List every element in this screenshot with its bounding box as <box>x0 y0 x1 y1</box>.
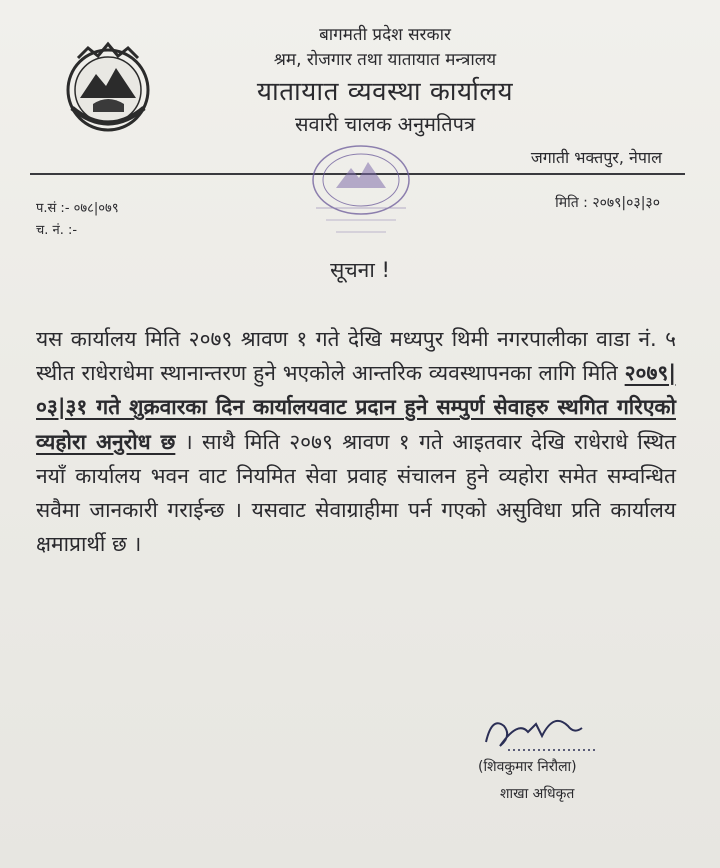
signatory-name: (शिवकुमार निरौला) <box>478 759 577 775</box>
letter-date: मिति : २०७९|०३|३० <box>555 195 660 211</box>
notice-body <box>36 322 676 561</box>
ministry-name: श्रम, रोजगार तथा यातायात मन्त्रालय <box>273 50 497 70</box>
body-part-1: यस कार्यालय मिति २०७९ श्रावण १ गते देखि मध्यपुर थिमी नगरपालीका वाडा नं. ५ स्थीत राधेराधेमा स्थानान्तरण हुने भएकोले आन्तरिक व्यवस्थापनका लागि मिति <box>36 327 676 386</box>
government-emblem <box>58 38 158 138</box>
office-location: जगाती भक्तपुर, नेपाल <box>530 148 662 167</box>
office-name: यातायात व्यवस्था कार्यालय <box>256 77 514 107</box>
handwritten-signature <box>478 706 608 756</box>
body-part-2: । साथै मिति २०७९ श्रावण १ गते आइतवार देखि राधेराधे स्थित नयाँ कार्यालय भवन वाट नियमित सेवा प्रवाह संचालन हुने व्यहोरा समेत सम्वन्धित सवैमा जानकारी गराईन्छ । यसवाट सेवाग्राहीमा पर्न गएको असुविधा प्रति कार्यालय क्षमाप्रार्थी छ । <box>36 429 676 557</box>
office-stamp <box>296 140 426 250</box>
letter-number: प.सं :- ०७८|०७९ <box>36 201 119 216</box>
body-underlined: २०७९|०३|३१ गते शुक्रवारका दिन कार्यालयवाट प्रदान हुने सम्पुर्ण सेवाहरु स्थगित गरिएको व्यहोरा अनुरोध छ <box>36 361 676 454</box>
dispatch-number: च. नं. :- <box>36 223 78 238</box>
notice-title: सूचना ! <box>330 258 390 282</box>
govt-name: बागमती प्रदेश सरकार <box>319 25 451 45</box>
section-name: सवारी चालक अनुमतिपत्र <box>294 112 475 136</box>
signatory-designation: शाखा अधिकृत <box>500 786 575 802</box>
